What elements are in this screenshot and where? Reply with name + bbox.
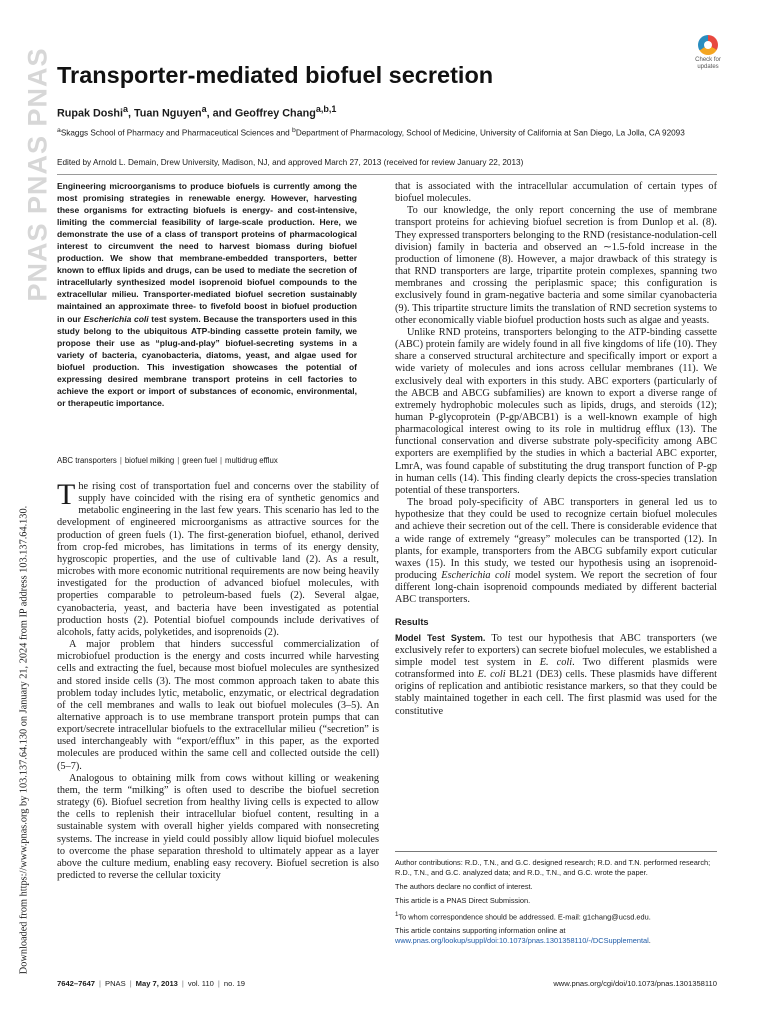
badge-line-1: Check for	[695, 57, 721, 63]
keyword-separator: |	[219, 456, 222, 465]
edited-by-line: Edited by Arnold L. Demain, Drew University, Madison, NJ, and approved March 27, 2013 (received for review January 22, 2013)	[57, 158, 524, 167]
paragraph-italic: E. coli	[477, 669, 506, 681]
check-for-updates-badge[interactable]	[688, 35, 728, 71]
footnotes	[395, 851, 717, 950]
footer-separator: |	[217, 979, 220, 988]
footer-doi-url[interactable]: www.pnas.org/cgi/doi/10.1073/pnas.1301358110	[553, 979, 717, 988]
footer-date: May 7, 2013	[135, 979, 178, 988]
author-joiner: , and	[206, 107, 235, 120]
drop-cap: T	[57, 481, 76, 511]
body-paragraph: Analogous to obtaining milk from cows without killing or weakening them, the term “milking” is often used to describe the biofuel secretion strategy (6). Biofuel secretion from healthy living cells is expected to allow the cells to replenish their intracellular biofuel content, resulting in a sustainable system with overall higher yields compared with nonsecreting systems. The increase in yield could possibly allow liquid biofuel molecules to overcome the phase separation threshold to ultimately appear as a layer above the culture medium, enabling easy recovery. Biofuel secretion is also predicted to reverse the cellular toxicity	[57, 772, 379, 881]
footnote-sup: 1	[395, 910, 399, 918]
author-sup: a	[123, 104, 129, 114]
body-paragraph: To our knowledge, the only report concerning the use of membrane transport proteins for achieving biofuel secretion is from Dunlop et al. (8). They expressed transporters belonging to the RND (resistance-nodulation-cell division) family in bacteria and observed an ∼1.5-fold increase in the production of limonene (8). However, a major drawback of this strategy is that RND transporters are large, tripartite protein complexes, spanning two membranes and crossing the periplasmic space; this configuration is exclusively found in gram-negative bacteria and some similar cyanobacteria (9). This tripartite structure limits the translation of RND secretion systems to other economically viable biofuel production hosts such as algae and yeasts.	[395, 205, 717, 326]
body-paragraph	[395, 632, 717, 718]
author-name: Rupak Doshi	[57, 107, 123, 120]
footnote-conflict: The authors declare no conflict of interest.	[395, 882, 533, 891]
abstract-text-1: Engineering microorganisms to produce biofuels is currently among the most promising strategies in renewable energy. However, harvesting these organisms for extracting biofuels is energy- and cost-intensive, limiting the commercial feasibility of large-scale production. Here, we demonstrate the use of a class of transport proteins of pharmacological interest to circumvent the need to harvest biomass during biofuel production. We show that membrane-embedded transporters, better known to efflux lipids and drugs, can be used to mediate the secretion of intracellularly synthesized model isoprenoid biofuel compounds to the extracellular milieu. Transporter-mediated biofuel secretion sustainably maintained an approximate three- to fivefold boost in biofuel production in our	[57, 181, 357, 324]
footnote-contributions: Author contributions: R.D., T.N., and G.C. designed research; R.D. and T.N. performed research; R.D., T.N., and G.C. analyzed data; and R.D., T.N., and G.C. wrote the paper.	[395, 858, 711, 878]
footer-pages: 7642–7647	[57, 979, 96, 988]
author-sup: a,b,1	[315, 104, 337, 114]
paragraph-text: he rising cost of transportation fuel and concerns over the stability of supply have coincided with the rising era of synthetic genomics and metabolic engineering in the last few years. This scenario has led to the development of engineered microorganisms as attractive sources for the production of green fuels (1). The first-generation biofuel, ethanol, derived from crop-fed microbes, has limitations in terms of its energy density, hygroscopic properties, and the use of cultivable land (2). As a result, microbes with more economic nutritional requirements are now being heavily investigated for the production of advanced biofuel molecules, with properties comparable to petroleum-based fuels (2). Several algae, cyanobacteria, yeast, and bacteria have been investigated as potential production hosts (2). Potential biofuel compounds include derivatives of alcohols, fatty acids, polyketides, and isoprenoids (2).	[57, 481, 379, 638]
footer-issue: no. 19	[223, 979, 246, 988]
footnote-correspondence	[395, 910, 717, 923]
keyword[interactable]: green fuel	[182, 456, 217, 465]
article-title: Transporter-mediated biofuel secretion	[57, 62, 494, 88]
body-paragraph	[57, 481, 379, 639]
footnote-supporting-info	[395, 926, 717, 946]
keyword[interactable]: biofuel milking	[124, 456, 175, 465]
body-left-column	[57, 481, 379, 913]
download-notice-text: Downloaded from https://www.pnas.org by 103.137.64.130 on January 21, 2024 from IP address 103.137.64.130.	[18, 505, 30, 975]
abstract-italic: Escherichia coli	[83, 313, 149, 324]
paragraph-text: . Two different plasmids were cotransformed into	[395, 656, 717, 681]
keyword[interactable]: multidrug efflux	[225, 456, 278, 465]
footnote-text: .	[648, 936, 651, 946]
footnote-direct-submission: This article is a PNAS Direct Submission.	[395, 895, 531, 905]
paragraph-text: model system. We report the secretion of four different long-chain isoprenoid compounds mediated by different bacterial ABC transporters.	[395, 570, 718, 606]
body-paragraph: that is associated with the intracellular accumulation of certain types of biofuel molecules.	[395, 181, 717, 205]
footer-journal: PNAS	[105, 979, 126, 988]
runin-heading: Model Test System.	[395, 632, 486, 643]
affil-part-2: Department of Pharmacology, School of Medicine, University of California at San Diego, La Jolla, CA 92093	[295, 128, 685, 138]
affiliation	[57, 125, 707, 139]
pnas-watermark: PNAS PNAS PNAS	[22, 47, 53, 302]
header-divider	[57, 174, 717, 175]
affil-sup-a: a	[57, 127, 61, 134]
author-name: Tuan Nguyen	[134, 107, 202, 120]
body-paragraph: A major problem that hinders successful commercialization of microbiofuel production is the energy and costs incurred while harvesting cells and extracting the fuel, because most biofuel molecules are synthesized and stored inside cells (3). The most common approach taken to abate this problem today includes lytic, metabolic, enzymatic, or electrical degradation of the cell membranes and walls to leak out biofuel molecules (3–5). An alternative approach is to use membrane transport protein pumps that can export/secrete intracellular biofuels to the extracellular milieu (“secretion” is used interchangeably with “export/efflux” in this paper, as the exported molecules are produced within the same cell and collected outside the cell) (5–7).	[57, 639, 379, 772]
body-paragraph	[395, 497, 717, 606]
footer-separator: |	[181, 979, 184, 988]
affil-sup-b: b	[292, 127, 296, 134]
body-paragraph: Unlike RND proteins, transporters belonging to the ATP-binding cassette (ABC) protein family are widely found in all five kingdoms of life (10). They share a conserved structural architecture and specifically import or export a wide variety of molecules and ions across cellular membranes (11). We exclusively deal with exporters in this study. ABC exporters (particularly of the ABCB and ABCG subfamilies) are known to export a diverse range of extremely hydrophobic molecules such as lipids, drugs, and steroids (12); human P-glycoprotein (P-gp/ABCB1) is a well-known example of high pharmacological interest owing to its role in multidrug efflux (13). The functional conservation and diverse substrate poly-specificity among ABC exporters are exemplified by the studies in which a bacterial ABC exporter, LmrA, was found capable of substituting the drug transport function of P-gp in human cells (14). This finding clearly depicts the cross-species translation potential of these transporters.	[395, 326, 717, 496]
author-sup: a	[201, 104, 207, 114]
keyword-separator: |	[119, 456, 122, 465]
affil-part-1: Skaggs School of Pharmacy and Pharmaceutical Sciences and	[60, 128, 293, 138]
page-footer	[57, 979, 717, 988]
keyword-separator: |	[177, 456, 180, 465]
crossmark-icon	[698, 35, 718, 55]
section-heading-results: Results	[395, 617, 429, 628]
author-list	[57, 104, 336, 120]
abstract-text-2: test system. Because the transporters used in this study belong to the ubiquitous ATP-binding cassette protein family, we propose their use as “plug-and-play” biofuel-secreting systems in a variety of bacteria, cyanobacteria, diatoms, yeast, and algae used for biofuel production. This investigation showcases the potential of expressing desired membrane transport proteins in cell factories to achieve the export or import of substances of economic, environmental, or therapeutic importance.	[57, 313, 357, 408]
author-name: Geoffrey Chang	[234, 107, 316, 120]
footnote-text: To whom correspondence should be addressed. E-mail: g1chang@ucsd.edu.	[398, 912, 651, 922]
paragraph-italic: Escherichia coli	[441, 570, 511, 581]
keywords	[57, 456, 357, 465]
footer-separator: |	[129, 979, 132, 988]
paragraph-text: BL21 (DE3) cells. These plasmids have different origins of replication and antibiotic resistance markers, so that they could be stably maintained together in each cell. The first plasmid was used for the constitutive	[395, 669, 717, 717]
badge-line-2: updates	[697, 64, 719, 70]
footnote-text: This article contains supporting information online at	[395, 925, 566, 935]
abstract	[57, 180, 357, 409]
author-joiner: ,	[128, 107, 135, 120]
keyword[interactable]: ABC transporters	[57, 456, 117, 465]
paragraph-italic: E. coli	[539, 656, 573, 668]
supporting-info-link[interactable]: www.pnas.org/lookup/suppl/doi:10.1073/pnas.1301358110/-/DCSupplemental	[395, 936, 649, 946]
paragraph-text: To test our hypothesis that ABC transporters (we exclusively refer to exporters) can secrete biofuel molecules, we established a simple model test system in	[395, 632, 718, 668]
footer-separator: |	[99, 979, 101, 988]
footer-volume: vol. 110	[187, 979, 214, 988]
download-notice	[14, 470, 34, 1010]
paragraph-text: The broad poly-specificity of ABC transporters in general led us to hypothesize that they could be used to recognize certain biofuel molecules and achieve their secretion out of the cell. There is considerable evidence that a wide range of extremely “greasy” molecules can be transported (12). In plants, for example, transporters from the ABCG subfamily export cuticular waxes (15). In this study, we tested our hypothesis using an isoprenoid-producing	[395, 497, 717, 581]
body-right-column	[395, 181, 717, 718]
